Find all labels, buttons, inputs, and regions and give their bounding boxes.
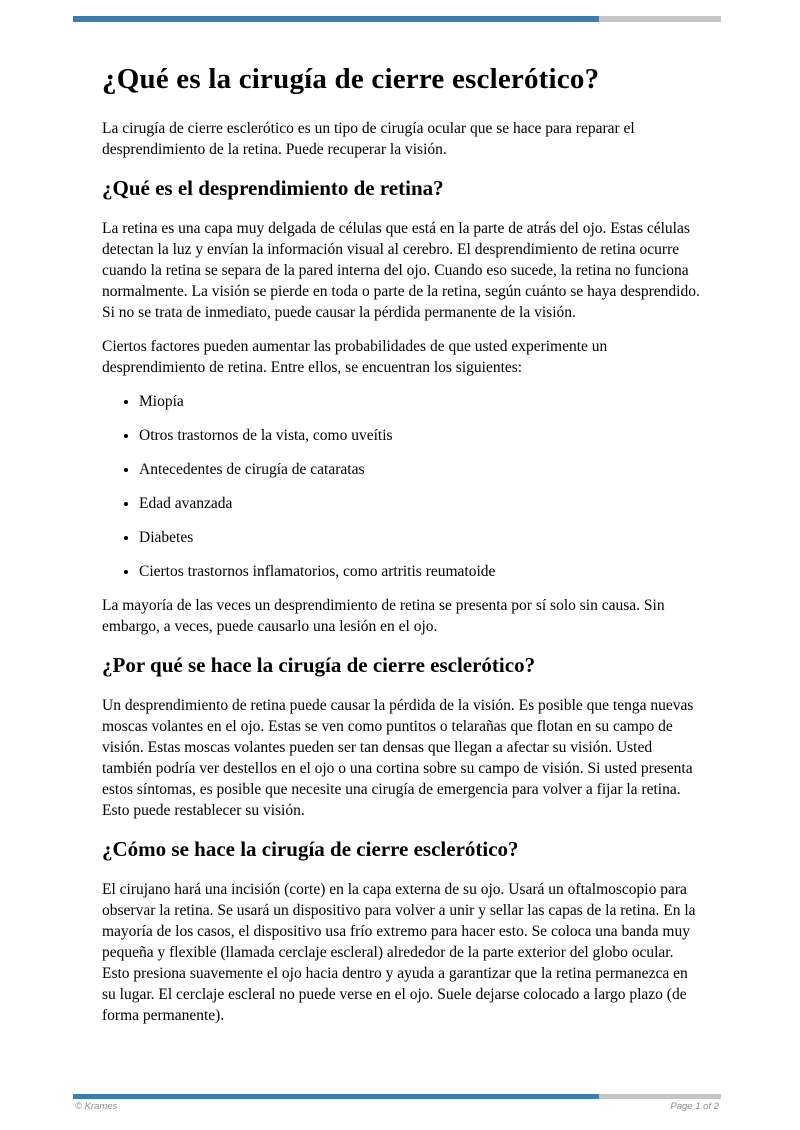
list-item-diabetes: • Diabetes [139, 527, 700, 548]
list-item-other-disorders: • Otros trastornos de la vista, como uveítis [139, 425, 700, 446]
top-rule-accent-segment [73, 16, 599, 22]
list-item-myopia: • Miopía [139, 391, 700, 412]
risk-factors-list [102, 391, 700, 582]
footer-rule-accent-segment [73, 1094, 599, 1099]
paragraph-how-surgery: El cirujano hará una incisión (corte) en la capa externa de su ojo. Usará un oftalmoscopio para observar la retina. Se usará un dispositivo para volver a unir y sellar las capas de la retina. En la mayoría de los casos, el dispositivo usa frío extremo para hacer esto. Se coloca una banda muy pequeña y flexible (llamada cerclaje escleral) alrededor de la parte exterior del globo ocular. Esto presiona suavemente el ojo hacia dentro y ayuda a garantizar que la retina permanezca en su lugar. El cerclaje escleral no puede verse en el ojo. Suele dejarse colocado a largo plazo (de forma permanente). [102, 881, 696, 1024]
footer-rule [73, 1094, 721, 1099]
footer-text-row [73, 1101, 721, 1112]
footer-page-number: Page 1 of 2 [670, 1101, 719, 1112]
paragraph-risk-factors-lead-in: Ciertos factores pueden aumentar las probabilidades de que usted experimente un desprendimiento de retina. Entre ellos, se encuentran los siguientes: [102, 338, 608, 376]
top-rule [73, 16, 721, 22]
section-heading-retina-detachment: ¿Qué es el desprendimiento de retina? [102, 176, 444, 200]
intro-paragraph: La cirugía de cierre esclerótico es un tipo de cirugía ocular que se hace para reparar el desprendimiento de la retina. Puede recuperar la visión. [102, 120, 635, 158]
paragraph-detachment-cause: La mayoría de las veces un desprendimiento de retina se presenta por sí solo sin causa. Sin embargo, a veces, puede causarlo una lesión en el ojo. [102, 597, 665, 635]
paragraph-retina-explanation: La retina es una capa muy delgada de células que está en la parte de atrás del ojo. Estas células detectan la luz y envían la información visual al cerebro. El desprendimiento de retina ocurre cuando la retina se separa de la pared interna del ojo. Cuando eso sucede, la retina no funciona normalmente. La visión se pierde en toda o parte de la retina, según cuánto se haya desprendido. Si no se trata de inmediato, puede causar la pérdida permanente de la visión. [102, 220, 700, 321]
footer-copyright: © Krames [75, 1101, 118, 1112]
section-heading-how-surgery: ¿Cómo se hace la cirugía de cierre esclerótico? [102, 837, 519, 861]
top-rule-gray-segment [599, 16, 721, 22]
footer-rule-gray-segment [599, 1094, 721, 1099]
list-item-cataract-surgery-history: • Antecedentes de cirugía de cataratas [139, 459, 700, 480]
list-item-advanced-age: • Edad avanzada [139, 493, 700, 514]
page-title: ¿Qué es la cirugía de cierre esclerótico? [102, 63, 600, 95]
section-heading-why-surgery: ¿Por qué se hace la cirugía de cierre esclerótico? [102, 653, 536, 677]
list-item-inflammatory-disorders: • Ciertos trastornos inflamatorios, como artritis reumatoide [139, 561, 700, 582]
paragraph-why-surgery: Un desprendimiento de retina puede causar la pérdida de la visión. Es posible que tenga nuevas moscas volantes en el ojo. Estas se ven como puntitos o telarañas que flotan en su campo de visión. Estas moscas volantes pueden ser tan densas que llegan a afectar su visión. Usted también podría ver destellos en el ojo o una cortina sobre su campo de visión. Si usted presenta estos síntomas, es posible que necesite una cirugía de emergencia para volver a fijar la retina. Esto puede restablecer su visión. [102, 697, 694, 819]
